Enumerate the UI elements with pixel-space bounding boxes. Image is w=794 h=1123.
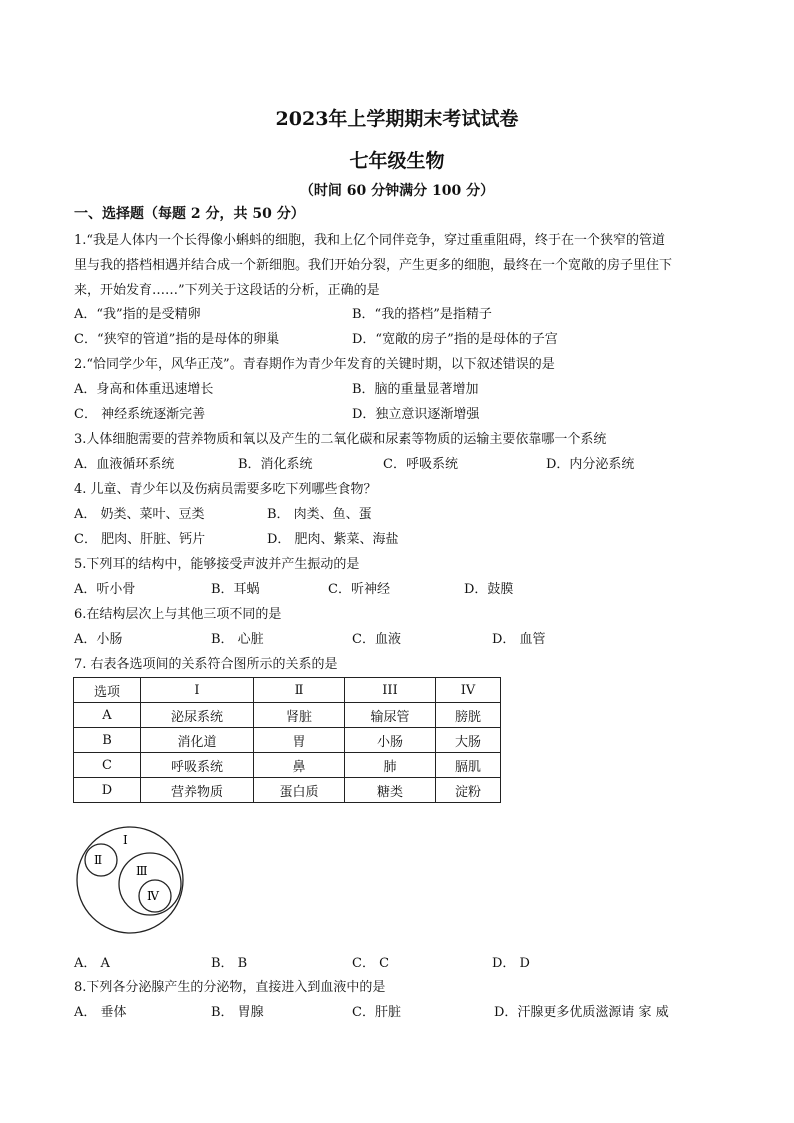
table-header-cell: Ⅱ (254, 678, 345, 703)
exam-meta: （时间 60 分钟满分 100 分） (299, 183, 495, 199)
table-cell: 输尿管 (345, 703, 436, 728)
q4-stem: 4. 儿童、青少年以及伤病员需要多吃下列哪些食物？ (74, 482, 377, 497)
q8-option-b: B． 胃腺 (211, 1005, 264, 1020)
q3-option-b: B．消化系统 (238, 457, 313, 472)
label-iii: Ⅲ (136, 864, 148, 878)
label-i: I (123, 833, 128, 847)
q1-stem-line3: 来，开始发育……”下列关于这段话的分析，正确的是 (74, 283, 380, 298)
label-ii: Ⅱ (94, 853, 103, 867)
table-row (74, 703, 501, 728)
exam-subtitle: 七年级生物 (349, 150, 445, 172)
table-cell: 消化道 (141, 728, 254, 753)
table-cell: 小肠 (345, 728, 436, 753)
table-cell: C (74, 753, 141, 778)
table-row (74, 753, 501, 778)
q2-option-d: D．独立意识逐渐增强 (352, 407, 480, 422)
table-cell: 泌尿系统 (141, 703, 254, 728)
nested-circles-diagram (70, 824, 190, 936)
q1-stem-line1: 1.“我是人体内一个长得像小蝌蚪的细胞，我和上亿个同伴竞争，穿过重重阻碍，终于在一个狭窄的管道 (74, 233, 666, 248)
label-iv: Ⅳ (147, 889, 159, 903)
q7-option-c: C． C (352, 956, 390, 971)
table-row (74, 778, 501, 803)
q1-option-b: B．“我的搭档”是指精子 (352, 307, 492, 322)
q1-stem-line2: 里与我的搭档相遇并结合成一个新细胞。我们开始分裂，产生更多的细胞，最终在一个宽敞的房子里住下 (74, 258, 673, 273)
table-cell: 膀胱 (436, 703, 501, 728)
q5-option-c: C．听神经 (328, 582, 390, 597)
q8-option-c: C．肝脏 (352, 1005, 401, 1020)
table-header-cell: I (141, 678, 254, 703)
q2-option-a: A．身高和体重迅速增长 (74, 382, 214, 397)
relation-table (73, 677, 501, 803)
circle-i (77, 827, 183, 933)
q2-stem: 2.“恰同学少年，风华正茂”。青春期作为青少年发育的关键时期，以下叙述错误的是 (74, 357, 555, 372)
q2-option-b: B．脑的重量显著增加 (352, 382, 479, 397)
q8-stem: 8.下列各分泌腺产生的分泌物，直接进入到血液中的是 (74, 980, 386, 995)
q7-option-b: B． B (211, 956, 248, 971)
q6-option-c: C．血液 (352, 632, 401, 647)
table-header-row (74, 678, 501, 703)
q4-option-d: D． 肥肉、紫菜、海盐 (267, 532, 399, 547)
q1-option-c: C．“狭窄的管道”指的是母体的卵巢 (74, 332, 280, 347)
table-cell: 肾脏 (254, 703, 345, 728)
table-cell: 糖类 (345, 778, 436, 803)
q6-option-d: D． 血管 (492, 632, 546, 647)
q4-option-b: B． 肉类、鱼、蛋 (267, 507, 372, 522)
table-cell: 蛋白质 (254, 778, 345, 803)
table-cell: 营养物质 (141, 778, 254, 803)
q3-option-d: D．内分泌系统 (546, 457, 635, 472)
q1-option-d: D．“宽敞的房子”指的是母体的子宫 (352, 332, 558, 347)
table-cell: 大肠 (436, 728, 501, 753)
q4-option-c: C． 肥肉、肝脏、钙片 (74, 532, 206, 547)
q3-stem: 3.人体细胞需要的营养物质和氧以及产生的二氧化碳和尿素等物质的运输主要依靠哪一个系统 (74, 432, 607, 447)
q7-option-d: D． D (492, 956, 530, 971)
q7-stem: 7. 右表各选项间的关系符合图所示的关系的是 (74, 657, 338, 672)
q5-option-b: B．耳蜗 (211, 582, 260, 597)
table-cell: A (74, 703, 141, 728)
exam-title: 2023年上学期期末考试试卷 (275, 108, 519, 130)
table-cell: 呼吸系统 (141, 753, 254, 778)
table-cell: 肺 (345, 753, 436, 778)
table-header-cell: III (345, 678, 436, 703)
table-row (74, 728, 501, 753)
q6-option-a: A．小肠 (74, 632, 123, 647)
section-heading: 一、选择题（每题 2 分，共 50 分） (74, 206, 305, 222)
table-header-cell: 选项 (74, 678, 141, 703)
q8-option-d: D．汗腺更多优质滋源请 家 威 (494, 1005, 669, 1020)
q8-option-a: A． 垂体 (74, 1005, 127, 1020)
q4-option-a: A． 奶类、菜叶、豆类 (74, 507, 205, 522)
table-cell: 鼻 (254, 753, 345, 778)
q3-option-a: A．血液循环系统 (74, 457, 175, 472)
table-cell: 膈肌 (436, 753, 501, 778)
q6-stem: 6.在结构层次上与其他三项不同的是 (74, 607, 282, 622)
table-cell: D (74, 778, 141, 803)
table-header-cell: IV (436, 678, 501, 703)
q5-stem: 5.下列耳的结构中，能够接受声波并产生振动的是 (74, 557, 360, 572)
circle-iii (119, 853, 181, 915)
q7-option-a: A． A (74, 956, 110, 971)
table-cell: 胃 (254, 728, 345, 753)
table-cell: 淀粉 (436, 778, 501, 803)
q1-option-a: A．“我”指的是受精卵 (74, 307, 201, 322)
q5-option-d: D．鼓膜 (464, 582, 514, 597)
q5-option-a: A．听小骨 (74, 582, 136, 597)
table-cell: B (74, 728, 141, 753)
q3-option-c: C．呼吸系统 (383, 457, 458, 472)
q6-option-b: B． 心脏 (211, 632, 264, 647)
q2-option-c: C． 神经系统逐渐完善 (74, 407, 206, 422)
